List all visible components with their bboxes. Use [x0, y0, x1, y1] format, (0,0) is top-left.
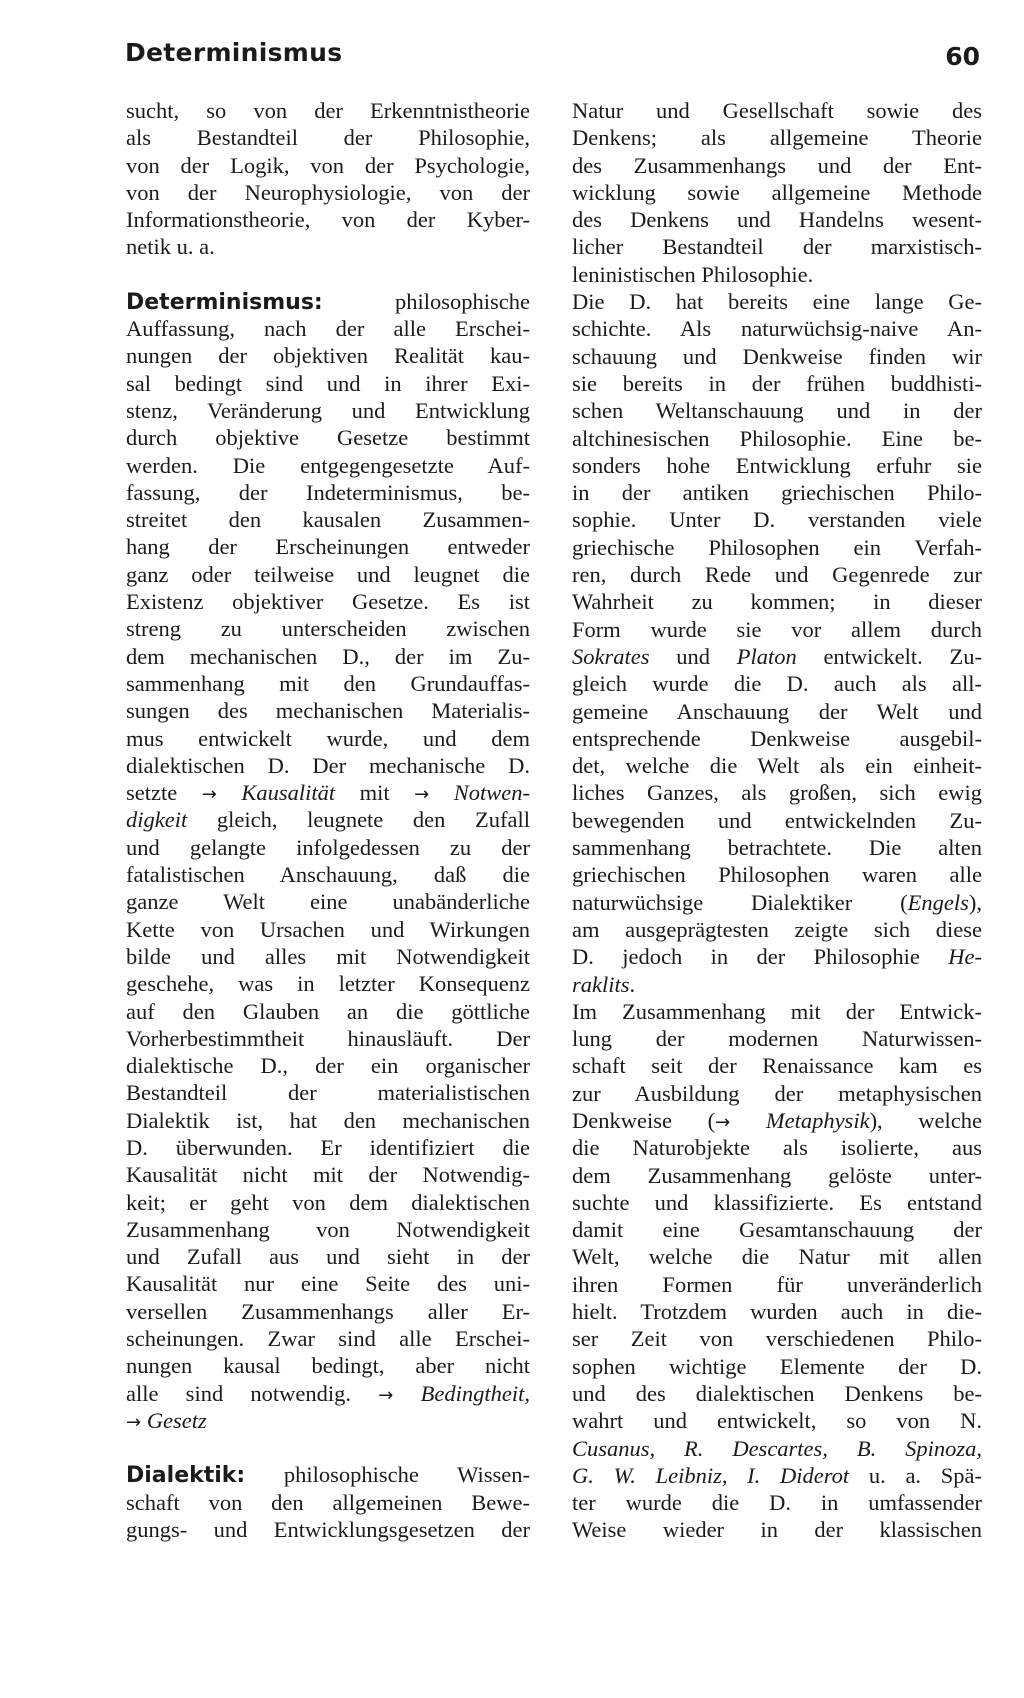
text-line: stenz, Veränderung und Entwicklung — [126, 397, 530, 423]
text-line: dialektischen D. Der mechanische D. — [126, 752, 530, 778]
text-line: ganze Welt eine unabänderliche — [126, 889, 530, 915]
text-line: damit eine Gesamtanschauung der — [572, 1217, 982, 1243]
italic-reference: Kausalität — [241, 780, 336, 806]
text-line: digkeit gleich, leugnete den Zufall — [126, 807, 530, 833]
text-line: Denkens; als allgemeine Theorie — [572, 125, 982, 151]
cross-reference-arrow-icon: → — [414, 784, 454, 806]
text-line: Denkweise (→ Metaphysik), welche — [572, 1107, 982, 1133]
italic-reference: Engels — [907, 889, 969, 915]
text-line: am ausgeprägtesten zeigte sich diese — [572, 916, 982, 942]
right-text-column — [572, 97, 982, 1544]
text-line: det, welche die Welt als ein einheit- — [572, 753, 982, 779]
text-line: sungen des mechanischen Materialis- — [126, 698, 530, 724]
italic-reference: He- — [948, 944, 982, 970]
text-line: bewegenden und entwickelnden Zu- — [572, 807, 982, 833]
text-line: licher Bestandteil der marxistisch- — [572, 234, 982, 260]
text-line: D. jedoch in der Philosophie He- — [572, 944, 982, 970]
text-line: durch objektive Gesetze bestimmt — [126, 425, 530, 451]
text-line: gemeine Anschauung der Welt und — [572, 698, 982, 724]
text-line: gungs- und Entwicklungsgesetzen der — [126, 1516, 530, 1542]
text-line: ter wurde die D. in umfassender — [572, 1490, 982, 1516]
text-line: geschehe, was in letzter Konsequenz — [126, 971, 530, 997]
text-line: lung der modernen Naturwissen- — [572, 1026, 982, 1052]
text-line: Informationstheorie, von der Kyber- — [126, 207, 530, 233]
text-line: versellen Zusammenhangs aller Er- — [126, 1298, 530, 1324]
text-line: sophie. Unter D. verstanden viele — [572, 507, 982, 533]
text-line: die Naturobjekte als isolierte, aus — [572, 1135, 982, 1161]
text-line: schauung und Denkweise finden wir — [572, 343, 982, 369]
text-line: hielt. Trotzdem wurden auch in die- — [572, 1299, 982, 1325]
text-line: Existenz objektiver Gesetze. Es ist — [126, 589, 530, 615]
text-line: netik u. a. — [126, 234, 215, 260]
text-line: und gelangte infolgedessen zu der — [126, 834, 530, 860]
text-line: Wahrheit zu kommen; in dieser — [572, 589, 982, 615]
text-line: D. überwunden. Er identifiziert die — [126, 1134, 530, 1160]
text-line: von der Logik, von der Psychologie, — [126, 152, 530, 178]
text-line: auf den Glauben an die göttliche — [126, 998, 530, 1024]
text-line: liches Ganzes, als großen, sich ewig — [572, 780, 982, 806]
text-line: schen Weltanschauung und in der — [572, 398, 982, 424]
italic-reference: Notwen- — [453, 780, 530, 806]
text-line: als Bestandteil der Philosophie, — [126, 125, 530, 151]
page-number: 60 — [945, 42, 980, 71]
text-line: ganz oder teilweise und leugnet die — [126, 561, 530, 587]
text-line: Kausalität nur eine Seite des uni- — [126, 1271, 530, 1297]
text-line: mus entwickelt wurde, und dem — [126, 725, 530, 751]
text-line: bilde und alles mit Notwendigkeit — [126, 943, 530, 969]
paragraph-gap — [126, 261, 530, 288]
text-line: und Zufall aus und sieht in der — [126, 1244, 530, 1270]
text-line: leninistischen Philosophie. — [572, 261, 814, 287]
entry-headword: Dialektik: — [126, 1463, 246, 1489]
text-line: sammenhang mit den Grundauffas- — [126, 670, 530, 696]
text-line: dem mechanischen D., der im Zu- — [126, 643, 530, 669]
italic-reference: digkeit — [126, 807, 188, 833]
entry-headword: Determinismus: — [126, 289, 323, 315]
cross-reference-arrow-icon: → — [378, 1384, 421, 1406]
text-line: griechische Philosophen ein Verfah- — [572, 534, 982, 560]
paragraph-gap — [126, 1434, 530, 1461]
text-line: sonders hohe Entwicklung erfuhr sie — [572, 452, 982, 478]
text-line: wahrt und entwickelt, so von N. — [572, 1408, 982, 1434]
italic-reference: Cusanus, R. Descartes, B. Spinoza, — [572, 1435, 982, 1461]
text-line — [572, 1435, 982, 1462]
text-line: streng zu unterscheiden zwischen — [126, 616, 530, 642]
text-line: streitet den kausalen Zusammen- — [126, 507, 530, 533]
text-line: fatalistischen Anschauung, daß die — [126, 862, 530, 888]
text-line: Dialektik ist, hat den mechanischen — [126, 1107, 530, 1133]
text-line: ihren Formen für unveränderlich — [572, 1271, 982, 1297]
left-text-column — [126, 97, 530, 1543]
text-line: scheinungen. Zwar sind alle Erschei- — [126, 1326, 530, 1352]
text-line: dem Zusammenhang gelöste unter- — [572, 1162, 982, 1188]
text-line: schichte. Als naturwüchsig-naive An- — [572, 316, 982, 342]
text-line: zur Ausbildung der metaphysischen — [572, 1080, 982, 1106]
italic-reference: Gesetz — [146, 1407, 207, 1433]
text-line: entsprechende Denkweise ausgebil- — [572, 725, 982, 751]
cross-reference-arrow-icon: → — [715, 1111, 766, 1133]
text-line: setzte → Kausalität mit → Notwen- — [126, 780, 530, 806]
text-line: sophen wichtige Elemente der D. — [572, 1353, 982, 1379]
text-line: in der antiken griechischen Philo- — [572, 480, 982, 506]
text-line: sucht, so von der Erkenntnistheorie — [126, 98, 530, 123]
text-line: ser Zeit von verschiedenen Philo- — [572, 1326, 982, 1352]
text-line: Form wurde sie vor allem durch — [572, 616, 982, 642]
text-line: raklits. — [572, 971, 636, 997]
text-line: Im Zusammenhang mit der Entwick- — [572, 998, 982, 1024]
text-line: altchinesischen Philosophie. Eine be- — [572, 425, 982, 451]
text-line: schaft von den allgemeinen Bewe- — [126, 1489, 530, 1515]
italic-reference: Bedingtheit, — [420, 1380, 530, 1406]
text-line: alle sind notwendig. → Bedingtheit, — [126, 1380, 530, 1406]
text-line: Kausalität nicht mit der Notwendig- — [126, 1162, 530, 1188]
text-line: suchte und klassifizierte. Es entstand — [572, 1189, 982, 1215]
text-line: G. W. Leibniz, I. Diderot u. a. Spä- — [572, 1462, 982, 1488]
text-line: naturwüchsige Dialektiker (Engels), — [572, 889, 982, 915]
text-line: Dialektik: philosophische Wissen- — [126, 1462, 530, 1489]
text-line: Welt, welche die Natur mit allen — [572, 1244, 982, 1270]
running-head-title: Determinismus — [125, 38, 343, 67]
italic-reference: Sokrates — [572, 643, 650, 669]
text-line: von der Neurophysiologie, von der — [126, 179, 530, 205]
text-line: nungen kausal bedingt, aber nicht — [126, 1353, 530, 1379]
text-line: Weise wieder in der klassischen — [572, 1517, 982, 1543]
text-line: ren, durch Rede und Gegenrede zur — [572, 562, 982, 588]
text-line: schaft seit der Renaissance kam es — [572, 1053, 982, 1079]
text-line: Die D. hat bereits eine lange Ge- — [572, 289, 982, 315]
text-line: fassung, der Indeterminismus, be- — [126, 479, 530, 505]
text-line: Determinismus: philosophische — [126, 288, 530, 315]
italic-reference: Metaphysik — [765, 1107, 870, 1133]
text-line: des Zusammenhangs und der Ent- — [572, 152, 982, 178]
italic-reference: Platon — [736, 643, 797, 669]
text-line: sie bereits in der frühen buddhisti- — [572, 370, 982, 396]
cross-reference-arrow-icon: → — [126, 1411, 147, 1433]
text-line: werden. Die entgegengesetzte Auf- — [126, 452, 530, 478]
text-line: Natur und Gesellschaft sowie des — [572, 98, 982, 123]
text-line — [126, 1407, 530, 1434]
text-line: hang der Erscheinungen entweder — [126, 534, 530, 560]
text-line: des Denkens und Handelns wesent- — [572, 207, 982, 233]
italic-reference: G. W. Leibniz, I. Diderot — [572, 1462, 850, 1488]
text-line: Bestandteil der materialistischen — [126, 1080, 530, 1106]
text-line: sammenhang betrachtete. Die alten — [572, 835, 982, 861]
text-line: keit; er geht von dem dialektischen — [126, 1189, 530, 1215]
text-line: Vorherbestimmtheit hinausläuft. Der — [126, 1025, 530, 1051]
italic-reference: raklits — [572, 971, 630, 997]
text-line: sal bedingt sind und in ihrer Exi- — [126, 370, 530, 396]
text-line: griechischen Philosophen waren alle — [572, 862, 982, 888]
text-line: Kette von Ursachen und Wirkungen — [126, 916, 530, 942]
text-line: und des dialektischen Denkens be- — [572, 1380, 982, 1406]
text-line: Zusammenhang von Notwendigkeit — [126, 1216, 530, 1242]
cross-reference-arrow-icon: → — [201, 784, 242, 806]
text-line: wicklung sowie allgemeine Methode — [572, 179, 982, 205]
text-line: Sokrates und Platon entwickelt. Zu- — [572, 643, 982, 669]
text-line: dialektische D., der ein organischer — [126, 1053, 530, 1079]
text-line: gleich wurde die D. auch als all- — [572, 671, 982, 697]
text-line: nungen der objektiven Realität kau- — [126, 343, 530, 369]
text-line: Auffassung, nach der alle Erschei- — [126, 316, 530, 342]
